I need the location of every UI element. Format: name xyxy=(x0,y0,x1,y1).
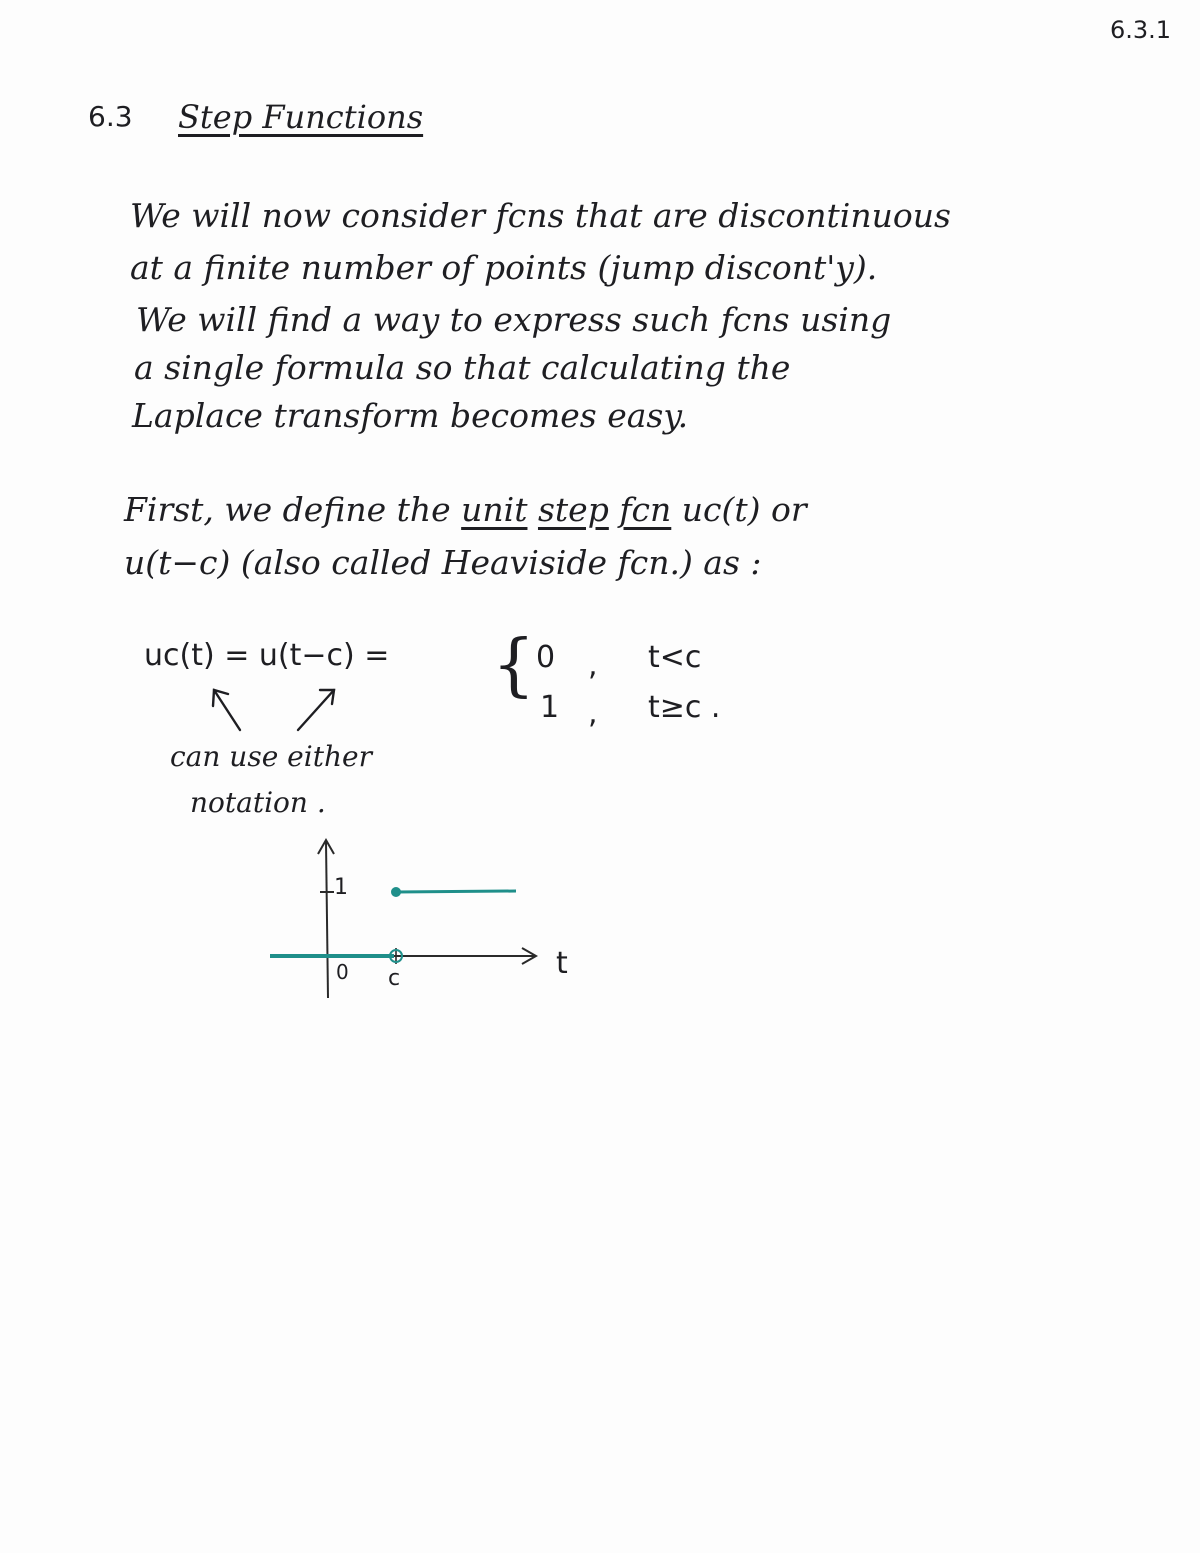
y-axis xyxy=(318,840,334,998)
definition-line-1 xyxy=(124,490,807,529)
underlined-term-step: step xyxy=(537,490,609,529)
formula-lhs: uc(t) = u(t−c) = xyxy=(144,638,390,673)
arrow-right-icon xyxy=(298,690,334,730)
underlined-term-unit: unit xyxy=(461,490,528,529)
y-tick-label-one: 1 xyxy=(334,875,348,900)
arrow-left-icon xyxy=(213,690,240,730)
pointer-arrows xyxy=(200,680,360,736)
definition-text: uc(t) or xyxy=(671,490,807,529)
case-0-condition: t<c xyxy=(648,640,702,675)
page-number: 6.3.1 xyxy=(1110,16,1172,44)
definition-line-2: u(t−c) (also called Heaviside fcn.) as : xyxy=(124,543,762,582)
origin-label: 0 xyxy=(336,960,349,984)
intro-line: We will now consider fcns that are discontinuous xyxy=(130,196,951,235)
case-1-condition: t≥c . xyxy=(648,690,721,725)
definition-text: First, we define the xyxy=(124,490,462,529)
case-1-comma: , xyxy=(588,696,598,731)
case-0-comma: , xyxy=(588,648,598,683)
note-line-2: notation . xyxy=(190,786,326,819)
underlined-term-fcn: fcn xyxy=(619,490,672,529)
step-function-graph xyxy=(260,830,560,1010)
intro-line: Laplace transform becomes easy. xyxy=(132,396,689,435)
section-number: 6.3 xyxy=(88,100,133,133)
step-segment-one xyxy=(396,891,516,892)
case-1-value: 1 xyxy=(540,690,560,725)
space xyxy=(527,490,538,529)
space xyxy=(609,490,620,529)
x-tick-label-c: c xyxy=(388,966,401,991)
intro-line: at a finite number of points (jump discont'y). xyxy=(130,248,878,287)
intro-line: a single formula so that calculating the xyxy=(134,348,791,387)
x-axis-label: t xyxy=(556,946,568,981)
case-0-value: 0 xyxy=(536,640,556,675)
intro-line: We will find a way to express such fcns using xyxy=(136,300,892,339)
note-line-1: can use either xyxy=(170,740,372,773)
section-title: Step Functions xyxy=(178,98,424,136)
piecewise-brace: { xyxy=(492,626,536,705)
